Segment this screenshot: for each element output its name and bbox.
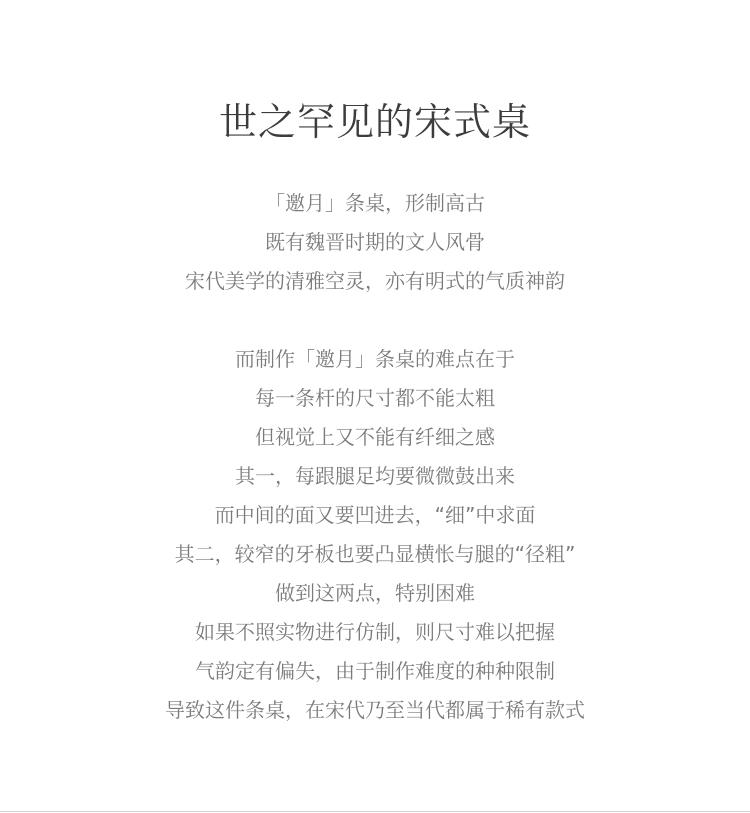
text-line: 其二，较窄的牙板也要凸显横怅与腿的“径粗” bbox=[174, 542, 576, 566]
text-line: 做到这两点，特别困难 bbox=[275, 581, 475, 605]
text-line: 宋代美学的清雅空灵，亦有明式的气质神韵 bbox=[185, 269, 565, 293]
text-line: 但视觉上又不能有纤细之感 bbox=[255, 425, 495, 449]
text-line: 而中间的面又要凹进去，“细”中求面 bbox=[214, 503, 536, 527]
text-line: 既有魏晋时期的文人风骨 bbox=[265, 230, 485, 254]
intro-stanza bbox=[0, 184, 750, 301]
detail-stanza bbox=[0, 340, 750, 730]
page-title: 世之罕见的宋式桌 bbox=[218, 100, 531, 144]
text-line: 而制作「邀月」条桌的难点在于 bbox=[235, 347, 515, 371]
text-line: 其一，每跟腿足均要微微鼓出来 bbox=[235, 464, 515, 488]
text-line: 每一条杆的尺寸都不能太粗 bbox=[255, 386, 495, 410]
text-line: 气韵定有偏失，由于制作难度的种种限制 bbox=[195, 659, 555, 683]
bottom-divider bbox=[0, 811, 750, 812]
text-line: 导致这件条桌，在宋代乃至当代都属于稀有款式 bbox=[165, 698, 585, 722]
text-line: 如果不照实物进行仿制，则尺寸难以把握 bbox=[195, 620, 555, 644]
text-line: 「邀月」条桌，形制高古 bbox=[265, 191, 485, 215]
